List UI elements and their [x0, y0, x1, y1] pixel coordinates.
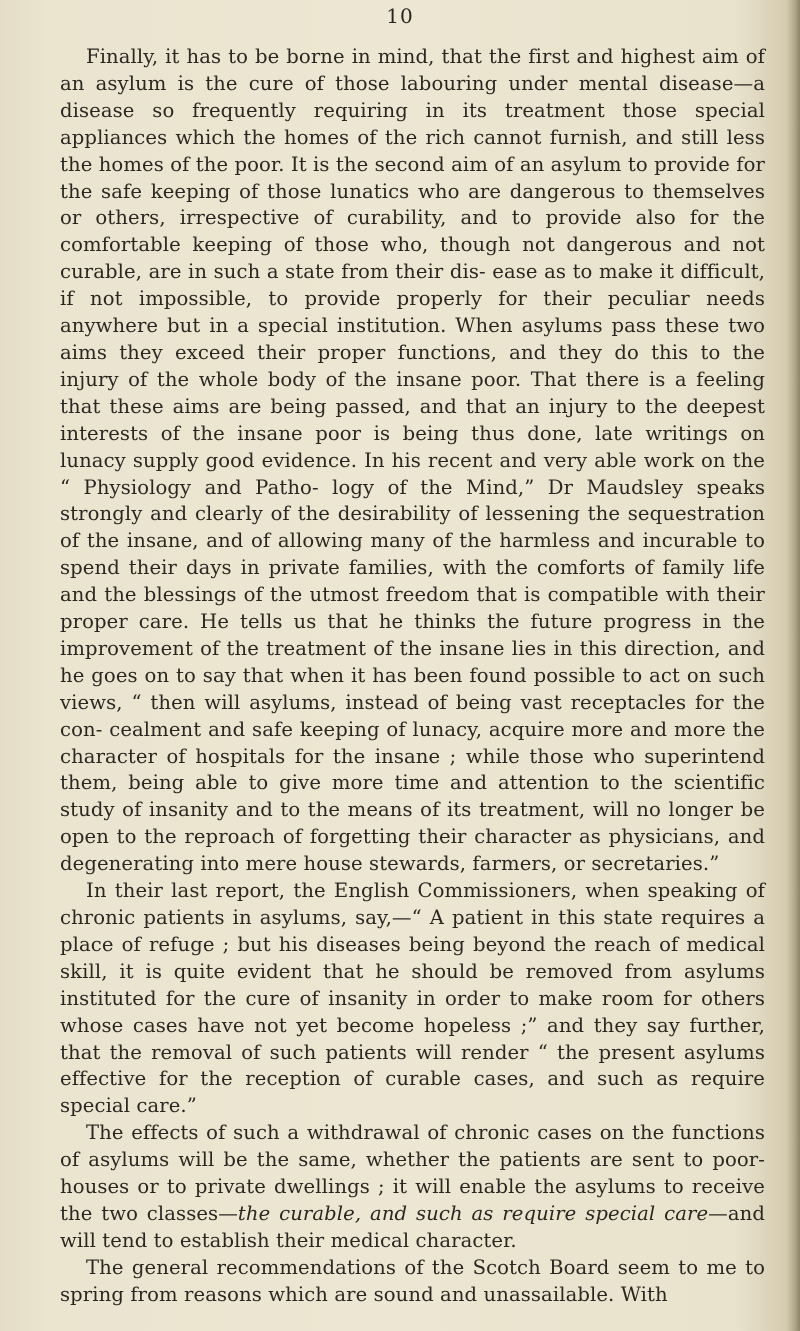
paragraph-3 [60, 1120, 765, 1255]
page-number: 10 [386, 4, 414, 28]
paragraph-2 [60, 878, 765, 1120]
page-edge-shadow [786, 0, 800, 1331]
body-text [60, 44, 765, 1309]
paragraph-4 [60, 1255, 765, 1309]
paragraph-2-text: In their last report, the English Commissioners, when speaking of chronic patients in asylums, say,—“ A patient in this state requires a place of refuge ; but his diseases being beyond the reach of medical skill, it is quite evident that he should be removed from asylums instituted for the cure of insanity in order to make room for others whose cases have not yet become hopeless ;” and they say further, that the removal of such patients will render “ the present asylums effective for the reception of curable cases, and such as require special care.” [60, 879, 765, 1118]
paragraph-3-text-a: The effects of such a withdrawal of chronic cases on the functions of asylums will be the same, whether the patients are sent to poor- houses or to private dwellings ; it will enable the asylums to receive the two classes— [60, 1121, 765, 1225]
paragraph-1-text: Finally, it has to be borne in mind, that the first and highest aim of an asylum is the cure of those labouring under mental disease—a disease so frequently requiring in its treatment those special appliances which the homes of the rich cannot furnish, and still less the homes of the poor. It is the second aim of an asylum to provide for the safe keeping of those lunatics who are dangerous to themselves or others, irrespective of curability, and to provide also for the comfortable keeping of those who, though not dangerous and not curable, are in such a state from their dis- ease as to make it difficult, if not impossible, to provide properly for their peculiar needs anywhere but in a special institution. When asylums pass these two aims they exceed their proper functions, and they do this to the injury of the whole body of the insane poor. That there is a feeling that these aims are being passed, and that an injury to the deepest interests of the insane poor is being thus done, late writings on lunacy supply good evidence. In his recent and very able work on the “ Physiology and Patho- logy of the Mind,” Dr Maudsley speaks strongly and clearly of the desirability of lessening the sequestration of the insane, and of allowing many of the harmless and incurable to spend their days in private families, with the comforts of family life and the blessings of the utmost freedom that is compatible with their proper care. He tells us that he thinks the future progress in the improvement of the treatment of the insane lies in this direction, and he goes on to say that when it has been found possible to act on such views, “ then will asylums, instead of being vast receptacles for the con- cealment and safe keeping of lunacy, acquire more and more the character of hospitals for the insane ; while those who superintend them, being able to give more time and attention to the scientific study of insanity and to the means of its treatment, will no longer be open to the reproach of forgetting their character as physicians, and degenerating into mere house stewards, farmers, or secretaries.” [60, 45, 765, 876]
paragraph-3-italic-phrase: the curable, and such as require special care [237, 1201, 709, 1225]
paragraph-1 [60, 44, 765, 878]
paragraph-4-text: The general recommendations of the Scotch Board seem to me to spring from reasons which are sound and unassailable. With [60, 1255, 765, 1306]
paragraph-3-text-b: —and will tend to establish their medical character. [60, 1201, 765, 1252]
